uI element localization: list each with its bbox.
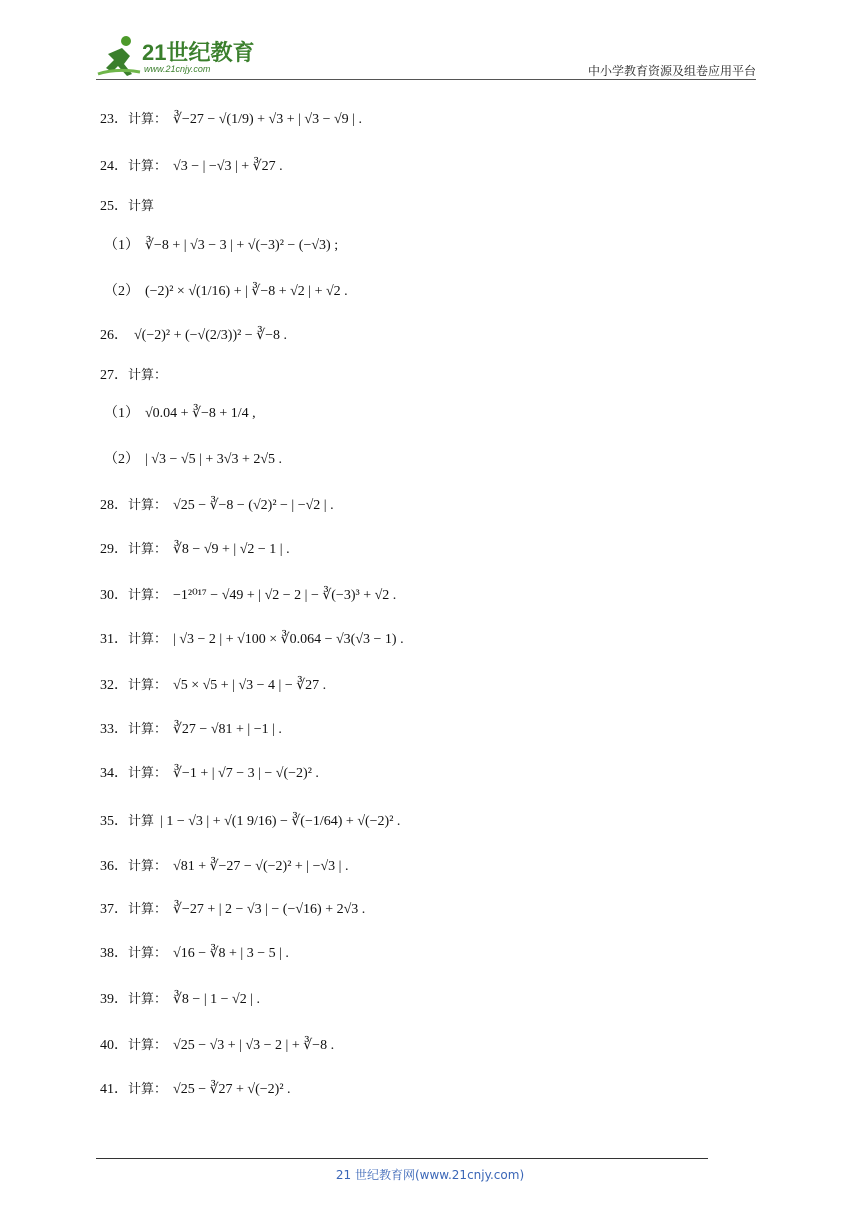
problem-item <box>100 496 334 516</box>
problem-expression: (−2)² × √(1/16) + | ∛−8 + √2 | + √2 . <box>145 284 348 299</box>
problem-expression: ∛−1 + | √7 − 3 | − √(−2)² . <box>173 766 319 781</box>
problem-label: 计算： <box>128 368 168 383</box>
problem-number: 30． <box>100 588 128 603</box>
problem-number: 29． <box>100 542 128 557</box>
problem-number: 35． <box>100 814 128 829</box>
logo-url: www.21cnjy.com <box>144 64 211 74</box>
problem-label: 计算： <box>128 859 168 874</box>
problem-label: 计算： <box>128 498 168 513</box>
problem-label: 计算： <box>128 542 168 557</box>
problem-item <box>100 197 160 217</box>
problem-number: 26． <box>100 328 128 343</box>
footer-link[interactable]: 21 世纪教育网(www.21cnjy.com) <box>335 1168 525 1182</box>
problem-expression: | 1 − √3 | + √(1 9/16) − ∛(−1/64) + √(−2)² . <box>160 814 401 829</box>
problem-expression: ∛8 − √9 + | √2 − 1 | . <box>173 542 290 557</box>
problem-expression: | √3 − √5 | + 3√3 + 2√5 . <box>145 452 283 467</box>
problem-item <box>100 110 362 130</box>
problem-number: 32． <box>100 678 128 693</box>
problem-number: 38． <box>100 946 128 961</box>
problem-item <box>100 900 365 920</box>
problem-number: 25． <box>100 199 128 214</box>
problem-number: 41． <box>100 1082 128 1097</box>
problem-label: 计算： <box>128 112 168 127</box>
problem-expression: ∛27 − √81 + | −1 | . <box>173 722 282 737</box>
problem-item <box>100 1036 334 1056</box>
problem-item <box>104 450 282 470</box>
problem-expression: √81 + ∛−27 − √(−2)² + | −√3 | . <box>173 859 349 874</box>
runner-icon <box>96 34 142 78</box>
problem-item <box>100 157 283 177</box>
problem-expression: ∛−8 + | √3 − 3 | + √(−3)² − (−√3) ; <box>145 238 339 253</box>
problem-number: 28． <box>100 498 128 513</box>
problem-number: （2） <box>104 284 139 299</box>
problem-number: 34． <box>100 766 128 781</box>
problem-item <box>100 366 173 386</box>
logo-text: 21世纪教育 <box>142 40 255 65</box>
problem-number: 39． <box>100 992 128 1007</box>
problem-number: 23． <box>100 112 128 127</box>
problem-number: 37． <box>100 902 128 917</box>
site-logo[interactable] <box>96 34 266 78</box>
problem-expression: √(−2)² + (−√(2/3))² − ∛−8 . <box>134 328 288 343</box>
problem-number: 33． <box>100 722 128 737</box>
problem-item <box>100 990 260 1010</box>
problem-item <box>100 630 404 650</box>
problem-expression: ∛−27 − √(1/9) + √3 + | √3 − √9 | . <box>173 112 362 127</box>
footer-divider <box>96 1158 708 1159</box>
problem-label: 计算： <box>128 678 168 693</box>
problem-expression: √5 × √5 + | √3 − 4 | − ∛27 . <box>173 678 327 693</box>
problem-item <box>104 282 348 302</box>
problem-expression: √3 − | −√3 | + ∛27 . <box>173 159 283 174</box>
problem-number: 40． <box>100 1038 128 1053</box>
problem-label: 计算： <box>128 1038 168 1053</box>
problem-label: 计算： <box>128 992 168 1007</box>
problem-expression: √16 − ∛8 + | 3 − 5 | . <box>173 946 289 961</box>
problem-label: 计算： <box>128 902 168 917</box>
problem-expression: √25 − √3 + | √3 − 2 | + ∛−8 . <box>173 1038 335 1053</box>
problem-item <box>100 540 290 560</box>
problem-label: 计算 <box>128 199 155 214</box>
problem-expression: √25 − ∛27 + √(−2)² . <box>173 1082 291 1097</box>
problem-number: （1） <box>104 406 139 421</box>
problem-number: 36． <box>100 859 128 874</box>
problem-label: 计算： <box>128 766 168 781</box>
problem-number: （2） <box>104 452 139 467</box>
problem-label: 计算 <box>128 814 155 829</box>
problem-expression: ∛8 − | 1 − √2 | . <box>173 992 261 1007</box>
problem-number: 27． <box>100 368 128 383</box>
problem-expression: −1²⁰¹⁷ − √49 + | √2 − 2 | − ∛(−3)³ + √2 . <box>173 588 397 603</box>
problem-label: 计算： <box>128 159 168 174</box>
problem-label: 计算： <box>128 1082 168 1097</box>
footer <box>0 1166 860 1183</box>
problem-label: 计算： <box>128 722 168 737</box>
problem-label: 计算： <box>128 946 168 961</box>
problem-number: 24． <box>100 159 128 174</box>
problem-item <box>100 764 319 784</box>
problem-expression: ∛−27 + | 2 − √3 | − (−√16) + 2√3 . <box>173 902 366 917</box>
problem-item <box>100 944 289 964</box>
problem-item <box>100 1080 291 1100</box>
problem-label: 计算： <box>128 588 168 603</box>
problem-item <box>100 586 396 606</box>
problem-expression: √0.04 + ∛−8 + 1/4 , <box>145 406 256 421</box>
problem-item <box>100 812 400 832</box>
problem-expression: | √3 − 2 | + √100 × ∛0.064 − √3(√3 − 1) . <box>173 632 404 647</box>
problem-item <box>100 720 282 740</box>
header-divider <box>96 79 756 80</box>
problem-expression: √25 − ∛−8 − (√2)² − | −√2 | . <box>173 498 334 513</box>
problem-item <box>100 676 326 696</box>
problem-item <box>100 857 349 877</box>
problem-item <box>104 236 338 256</box>
problem-item <box>100 326 287 346</box>
problem-number: （1） <box>104 238 139 253</box>
problem-label: 计算： <box>128 632 168 647</box>
problem-number: 31． <box>100 632 128 647</box>
problem-item <box>104 404 256 424</box>
header-platform-text: 中小学教育资源及组卷应用平台 <box>587 64 756 78</box>
